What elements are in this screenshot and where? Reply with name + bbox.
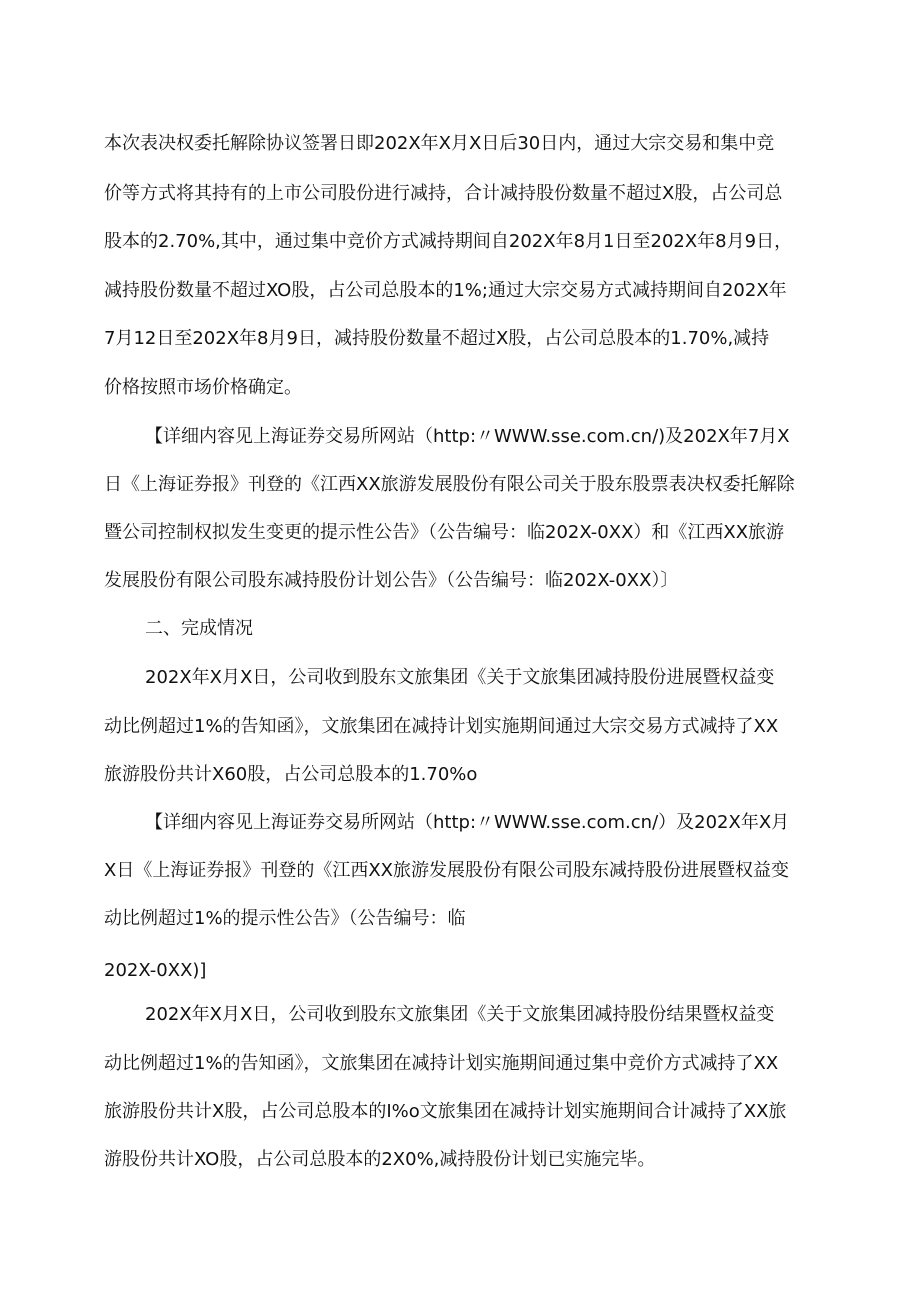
paragraph-line: 7月12日至202X年8月9日，减持股份数量不超过X股，占公司总股本的1.70%,减持 — [104, 328, 770, 349]
paragraph-line: 旅游股份共计X股，占公司总股本的I%o文旅集团在减持计划实施期间合计减持了XX旅 — [104, 1101, 787, 1122]
section-heading: 二、完成情况 — [145, 618, 253, 639]
reference-line: 202X-0XX)] — [104, 960, 207, 981]
paragraph-line: 本次表决权委托解除协议签署日即202X年X月X日后30日内，通过大宗交易和集中竞 — [104, 133, 775, 154]
paragraph-line: 游股份共计XO股，占公司总股本的2X0%,减持股份计划已实施完毕。 — [104, 1149, 656, 1170]
reference-line: X日《上海证券报》刊登的《江西XX旅游发展股份有限公司股东减持股份进展暨权益变 — [104, 860, 789, 881]
paragraph-line: 价等方式将其持有的上市公司股份进行减持，合计减持股份数量不超过X股，占公司总 — [104, 183, 783, 204]
reference-line: 【详细内容见上海证券交易所网站（http:〃WWW.sse.com.cn/）及202X年X月 — [145, 812, 790, 833]
paragraph-line: 价格按照市场价格确定。 — [104, 377, 302, 398]
paragraph-line: 动比例超过1%的告知函》，文旅集团在减持计划实施期间通过集中竞价方式减持了XX — [104, 1053, 779, 1074]
paragraph-line: 202X年X月X日，公司收到股东文旅集团《关于文旅集团减持股份结果暨权益变 — [145, 1004, 775, 1025]
paragraph-line: 减持股份数量不超过XO股，占公司总股本的1%;通过大宗交易方式减持期间自202X年 — [104, 280, 787, 301]
paragraph-line: 股本的2.70%,其中，通过集中竞价方式减持期间自202X年8月1日至202X年8月9日， — [104, 231, 793, 252]
reference-line: 暨公司控制权拟发生变更的提示性公告》（公告编号：临202X-0XX）和《江西XX旅游 — [104, 522, 785, 543]
reference-line: 发展股份有限公司股东减持股份计划公告》（公告编号：临202X-0XX）〕 — [104, 570, 679, 591]
paragraph-line: 动比例超过1%的告知函》，文旅集团在减持计划实施期间通过大宗交易方式减持了XX — [104, 716, 779, 737]
reference-line: 日《上海证券报》刊登的《江西XX旅游发展股份有限公司关于股东股票表决权委托解除 — [104, 474, 795, 495]
paragraph-line: 202X年X月X日，公司收到股东文旅集团《关于文旅集团减持股份进展暨权益变 — [145, 667, 775, 688]
paragraph-line: 旅游股份共计X60股，占公司总股本的1.70%o — [104, 764, 478, 785]
reference-line: 动比例超过1%的提示性公告》（公告编号：临 — [104, 908, 466, 929]
reference-line: 【详细内容见上海证券交易所网站（http:〃WWW.sse.com.cn/)及202X年7月X — [145, 426, 790, 447]
